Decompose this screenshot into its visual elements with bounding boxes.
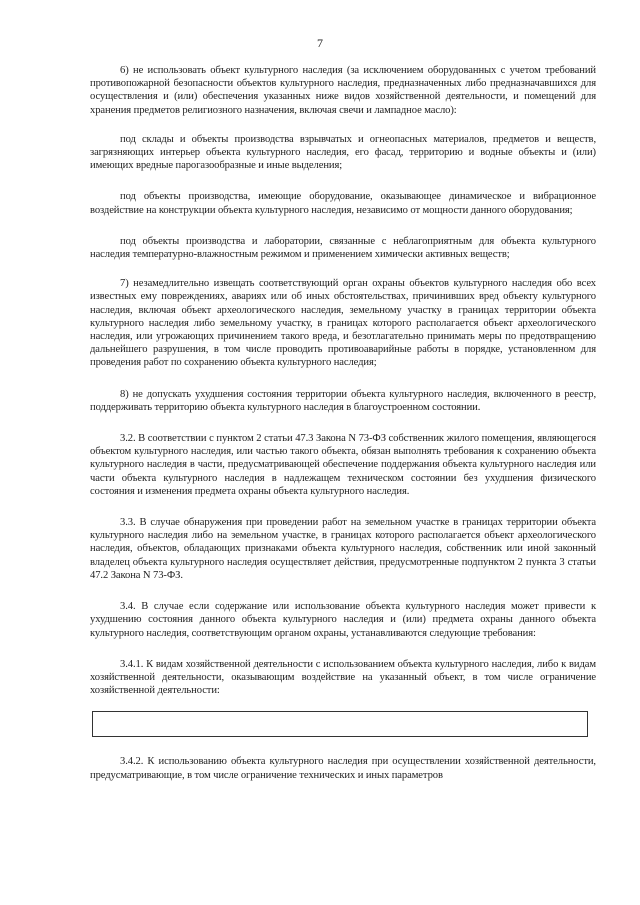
- page-number: 7: [317, 36, 323, 50]
- paragraph-item-7: 7) незамедлительно извещать соответствующий орган охраны объектов культурного наследия обо всех известных ему повреждениях, авариях или об иных обстоятельствах, причинивших вред объекту культурного наследия, включая объект археологического наследия, земельному участку в границах территории объекта культурного наследия либо земельному участку, в границах которого располагается объект археологического наследия, или угрожающих причинением такого вреда, и безотлагательно принимать меры по предотвращению дальнейшего разрушения, в том числе проводить противоаварийные работы в порядке, установленном для проведения работ по сохранению объекта культурного наследия;: [90, 278, 596, 369]
- paragraph-3-3: 3.3. В случае обнаружения при проведении работ на земельном участке в границах территории объекта культурного наследия либо на земельном участке, в границах которого располагается объект археологического наследия, объектов, обладающих признаками объекта культурного наследия, собственник или иной законный владелец объекта культурного наследия осуществляет действия, предусмотренные подпунктом 2 пункта 3 статьи 47.2 Закона N 73-ФЗ.: [90, 517, 596, 581]
- document-body: [90, 64, 596, 782]
- paragraph-3-4: 3.4. В случае если содержание или использование объекта культурного наследия может привести к ухудшению состояния данного объекта культурного наследия и (или) предмета охраны данного объекта культурного наследия, соответствующим органом охраны, устанавливаются следующие требования:: [90, 601, 596, 639]
- paragraph-item-8: 8) не допускать ухудшения состояния территории объекта культурного наследия, включенного в реестр, поддерживать территорию объекта культурного наследия в благоустроенном состоянии.: [90, 388, 596, 413]
- paragraph-item-6: 6) не использовать объект культурного наследия (за исключением оборудованных с учетом требований противопожарной безопасности объектов культурного наследия, предназначенных либо предназначавшихся для осуществления и (или) обеспечения указанных ниже видов хозяйственной деятельности, и помещений для хранения предметов религиозного назначения, включая свечи и лампадное масло):: [90, 65, 596, 116]
- paragraph-explosives: под склады и объекты производства взрывчатых и огнеопасных материалов, предметов и веществ, загрязняющих интерьер объекта культурного наследия, его фасад, территорию и водные объекты и (или) имеющих вредные парогазообразные и иные выделения;: [90, 133, 596, 172]
- paragraph-3-4-2: 3.4.2. К использованию объекта культурного наследия при осуществлении хозяйственной деятельности, предусматривающие, в том числе ограничение технических и иных параметров: [90, 756, 596, 781]
- paragraph-3-2: 3.2. В соответствии с пунктом 2 статьи 47.3 Закона N 73-ФЗ собственник жилого помещения, являющегося объектом культурного наследия, или частью такого объекта, обязан выполнять требования к сохранению объекта культурного наследия в части, предусматривающей обеспечение поддержания объекта культурного наследия или части объекта культурного наследия в надлежащем техническом состоянии без ухудшения физического состояния и изменения предмета охраны объекта культурного наследия.: [90, 433, 596, 497]
- paragraph-laboratories: под объекты производства и лаборатории, связанные с неблагоприятным для объекта культурного наследия температурно-влажностным режимом и применением химически активных веществ;: [90, 235, 596, 261]
- paragraph-3-4-1: 3.4.1. К видам хозяйственной деятельности с использованием объекта культурного наследия, либо к видам хозяйственной деятельности, оказывающим воздействие на указанный объект, в том числе ограничение хозяйственной деятельности:: [90, 658, 596, 697]
- paragraph-vibration: под объекты производства, имеющие оборудование, оказывающее динамическое и вибрационное воздействие на конструкции объекта культурного наследия, независимо от мощности данного оборудования;: [90, 191, 596, 216]
- empty-input-box[interactable]: [92, 711, 588, 737]
